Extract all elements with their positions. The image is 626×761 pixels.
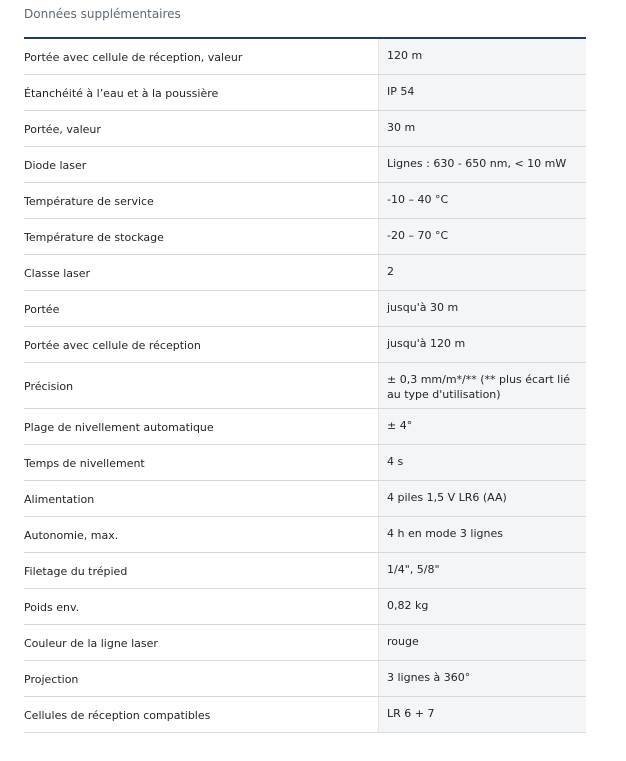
- table-row: [24, 183, 586, 219]
- spec-label: Alimentation: [24, 481, 378, 516]
- specs-table: [24, 37, 586, 733]
- spec-label: Poids env.: [24, 589, 378, 624]
- spec-value: jusqu'à 120 m: [378, 327, 586, 362]
- table-row: [24, 363, 586, 409]
- table-row: [24, 517, 586, 553]
- spec-label: Portée, valeur: [24, 111, 378, 146]
- spec-label: Étanchéité à l’eau et à la poussière: [24, 75, 378, 110]
- table-row: [24, 409, 586, 445]
- spec-label: Cellules de réception compatibles: [24, 697, 378, 732]
- table-row: [24, 697, 586, 733]
- table-row: [24, 111, 586, 147]
- table-row: [24, 625, 586, 661]
- spec-value: 1/4", 5/8": [378, 553, 586, 588]
- spec-value: 4 piles 1,5 V LR6 (AA): [378, 481, 586, 516]
- table-row: [24, 255, 586, 291]
- spec-label: Portée avec cellule de réception: [24, 327, 378, 362]
- spec-value: ± 4°: [378, 409, 586, 444]
- spec-value: 4 h en mode 3 lignes: [378, 517, 586, 552]
- table-row: [24, 481, 586, 517]
- table-row: [24, 445, 586, 481]
- table-row: [24, 291, 586, 327]
- spec-value: Lignes : 630 - 650 nm, < 10 mW: [378, 147, 586, 182]
- spec-value: 2: [378, 255, 586, 290]
- spec-label: Portée avec cellule de réception, valeur: [24, 39, 378, 74]
- spec-label: Temps de nivellement: [24, 445, 378, 480]
- table-row: [24, 327, 586, 363]
- spec-value: 0,82 kg: [378, 589, 586, 624]
- spec-value: IP 54: [378, 75, 586, 110]
- spec-value: -20 – 70 °C: [378, 219, 586, 254]
- section-title: Données supplémentaires: [24, 7, 181, 21]
- spec-label: Projection: [24, 661, 378, 696]
- spec-label: Plage de nivellement automatique: [24, 409, 378, 444]
- spec-label: Portée: [24, 291, 378, 326]
- spec-value: LR 6 + 7: [378, 697, 586, 732]
- table-row: [24, 553, 586, 589]
- table-row: [24, 219, 586, 255]
- spec-label: Couleur de la ligne laser: [24, 625, 378, 660]
- spec-value: jusqu'à 30 m: [378, 291, 586, 326]
- spec-value: 120 m: [378, 39, 586, 74]
- table-row: [24, 39, 586, 75]
- table-row: [24, 661, 586, 697]
- spec-value: rouge: [378, 625, 586, 660]
- spec-value: ± 0,3 mm/m*/** (** plus écart lié au type d'utilisation): [378, 363, 586, 408]
- spec-value: 4 s: [378, 445, 586, 480]
- table-row: [24, 147, 586, 183]
- spec-value: 30 m: [378, 111, 586, 146]
- spec-label: Classe laser: [24, 255, 378, 290]
- spec-label: Diode laser: [24, 147, 378, 182]
- table-row: [24, 589, 586, 625]
- spec-label: Filetage du trépied: [24, 553, 378, 588]
- table-row: [24, 75, 586, 111]
- spec-value: 3 lignes à 360°: [378, 661, 586, 696]
- spec-label: Température de stockage: [24, 219, 378, 254]
- spec-label: Précision: [24, 363, 378, 408]
- spec-label: Autonomie, max.: [24, 517, 378, 552]
- spec-label: Température de service: [24, 183, 378, 218]
- spec-value: -10 – 40 °C: [378, 183, 586, 218]
